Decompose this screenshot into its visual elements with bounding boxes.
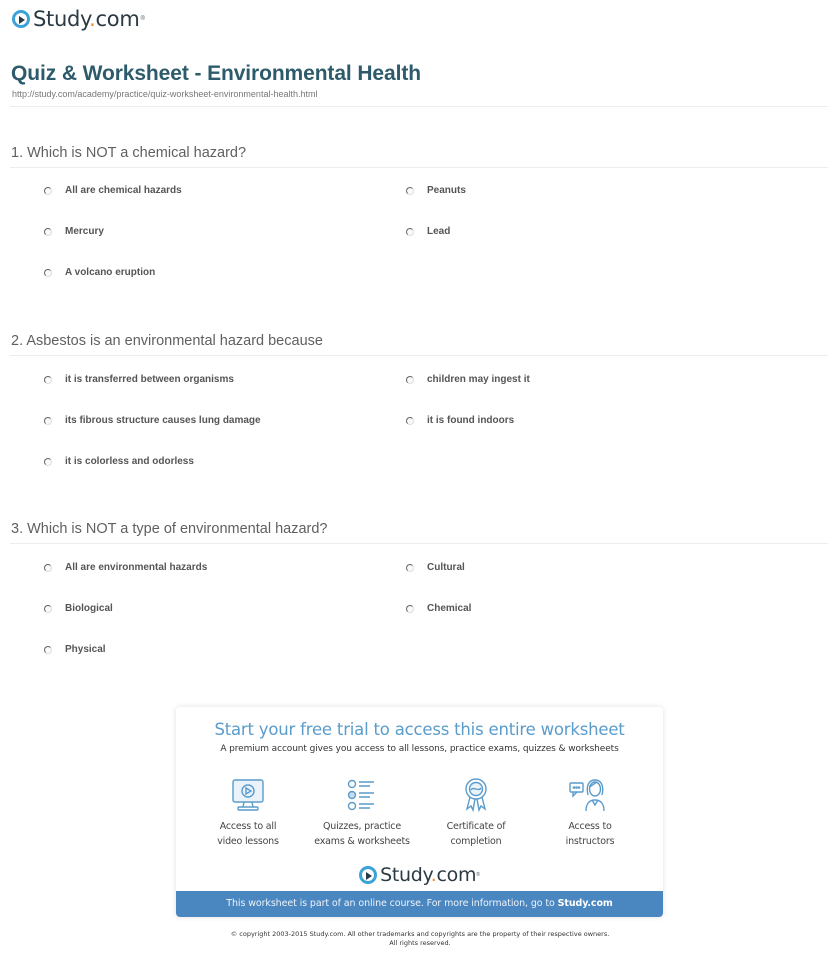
radio-button[interactable] xyxy=(406,187,414,195)
answer-option[interactable] xyxy=(406,374,530,385)
promo-study-logo[interactable] xyxy=(176,864,663,886)
option-label: it is found indoors xyxy=(427,415,515,426)
answer-option[interactable] xyxy=(44,456,194,467)
radio-button[interactable] xyxy=(44,458,52,466)
option-label: it is colorless and odorless xyxy=(65,456,194,467)
radio-button[interactable] xyxy=(406,564,414,572)
radio-button[interactable] xyxy=(44,228,52,236)
question-3 xyxy=(10,521,828,671)
answer-option[interactable] xyxy=(44,415,261,426)
option-label: Mercury xyxy=(65,226,104,237)
option-label: A volcano eruption xyxy=(65,267,156,278)
feature-label: video lessons xyxy=(217,836,279,847)
feature-certificate xyxy=(421,777,531,849)
answer-option[interactable] xyxy=(44,185,182,196)
feature-label: Quizzes, practice xyxy=(323,821,401,832)
certificate-ribbon-icon xyxy=(458,777,494,813)
trademark-mark: ® xyxy=(140,16,145,22)
answer-option[interactable] xyxy=(44,226,104,237)
play-circle-icon xyxy=(12,10,30,28)
copyright-text: © copyright 2003-2015 Study.com. All other trademarks and copyrights are the property of their respective owners. xyxy=(230,930,610,938)
option-label: Peanuts xyxy=(427,185,466,196)
option-label: it is transferred between organisms xyxy=(65,374,234,385)
radio-button[interactable] xyxy=(44,646,52,654)
study-com-link[interactable]: Study.com xyxy=(557,898,613,909)
answer-option[interactable] xyxy=(406,603,471,614)
question-2 xyxy=(10,333,828,483)
trademark-mark: ® xyxy=(476,872,480,878)
feature-label: instructors xyxy=(565,836,615,847)
feature-quizzes xyxy=(307,777,417,849)
logo-wordmark: Study.com xyxy=(380,864,477,886)
radio-button[interactable] xyxy=(406,376,414,384)
feature-video-lessons xyxy=(193,777,303,849)
question-1 xyxy=(10,145,828,295)
answer-option[interactable] xyxy=(406,226,450,237)
option-label: All are environmental hazards xyxy=(65,562,208,573)
answer-option[interactable] xyxy=(44,267,155,278)
option-label: children may ingest it xyxy=(427,374,530,385)
instructor-chat-icon xyxy=(568,777,612,813)
option-label: Chemical xyxy=(427,603,472,614)
radio-button[interactable] xyxy=(406,605,414,613)
header-divider xyxy=(10,106,828,107)
logo-wordmark: Study.com xyxy=(33,7,140,31)
play-circle-icon xyxy=(359,866,377,884)
feature-label: exams & worksheets xyxy=(314,836,410,847)
page-url[interactable]: http://study.com/academy/practice/quiz-worksheet-environmental-health.html xyxy=(12,89,318,99)
answer-option[interactable] xyxy=(44,562,207,573)
question-divider xyxy=(10,167,828,168)
question-divider xyxy=(10,543,828,544)
radio-button[interactable] xyxy=(406,228,414,236)
question-text: 3. Which is NOT a type of environmental hazard? xyxy=(11,521,328,537)
feature-label: Certificate of xyxy=(446,821,506,832)
answer-option[interactable] xyxy=(406,185,466,196)
answer-option[interactable] xyxy=(44,644,106,655)
option-label: Cultural xyxy=(427,562,465,573)
quiz-list-icon xyxy=(344,777,380,813)
course-info-bar[interactable] xyxy=(176,891,663,917)
rights-text: All rights reserved. xyxy=(389,939,451,947)
feature-label: Access to xyxy=(568,821,612,832)
radio-button[interactable] xyxy=(406,417,414,425)
study-logo[interactable] xyxy=(12,7,145,31)
feature-label: completion xyxy=(450,836,502,847)
radio-button[interactable] xyxy=(44,187,52,195)
promo-title: Start your free trial to access this entire worksheet xyxy=(214,720,625,739)
feature-label: Access to all xyxy=(219,821,277,832)
feature-instructors xyxy=(535,777,645,849)
answer-option[interactable] xyxy=(406,415,514,426)
course-info-text: This worksheet is part of an online course. For more information, go to xyxy=(226,898,558,909)
question-text: 1. Which is NOT a chemical hazard? xyxy=(11,145,247,161)
radio-button[interactable] xyxy=(44,564,52,572)
option-label: its fibrous structure causes lung damage xyxy=(65,415,261,426)
option-label: All are chemical hazards xyxy=(65,185,182,196)
page-title: Quiz & Worksheet - Environmental Health xyxy=(11,62,421,85)
option-label: Biological xyxy=(65,603,113,614)
promo-subtitle: A premium account gives you access to all lessons, practice exams, quizzes & worksheets xyxy=(220,744,619,754)
option-label: Physical xyxy=(65,644,106,655)
answer-option[interactable] xyxy=(44,374,234,385)
question-divider xyxy=(10,355,828,356)
copyright-footer xyxy=(0,930,840,948)
answer-option[interactable] xyxy=(44,603,113,614)
radio-button[interactable] xyxy=(44,376,52,384)
question-text: 2. Asbestos is an environmental hazard because xyxy=(11,333,323,349)
answer-option[interactable] xyxy=(406,562,465,573)
video-monitor-icon xyxy=(230,777,266,813)
radio-button[interactable] xyxy=(44,269,52,277)
radio-button[interactable] xyxy=(44,417,52,425)
radio-button[interactable] xyxy=(44,605,52,613)
free-trial-promo[interactable] xyxy=(176,707,663,917)
option-label: Lead xyxy=(427,226,451,237)
